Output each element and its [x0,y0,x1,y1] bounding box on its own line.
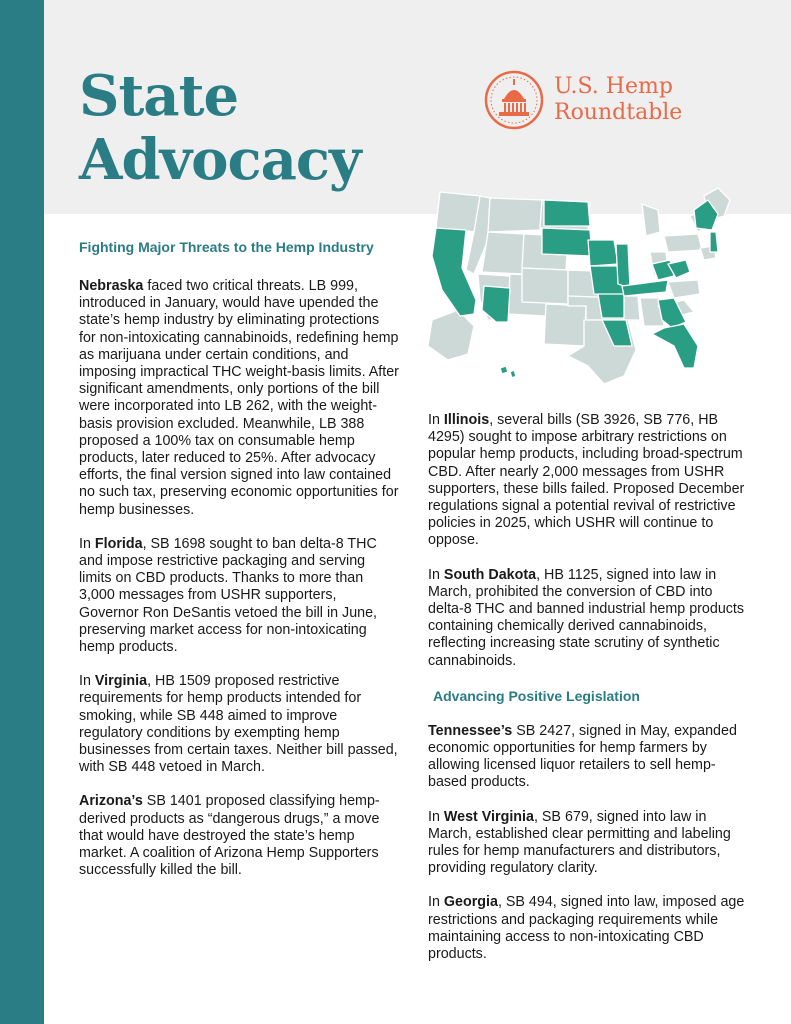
us-states-map [418,170,758,395]
left-column [79,238,399,897]
paragraph-tennessee: Tennessee’s SB 2427, signed in May, expanded economic opportunities for hemp farmers by allowing licensed liquor retailers to sell hemp-based products. [428,722,737,791]
right-column [428,412,750,980]
paragraph-virginia: In Virginia, HB 1509 proposed restrictive requirements for hemp products intended for smoking, while SB 448 aimed to improve regulatory conditions by exempting hemp businesses from certain taxes. Neither bill passed, with SB 448 vetoed in March. [79,673,398,776]
section-heading-positive: Advancing Positive Legislation [433,687,640,704]
section-heading-threats: Fighting Major Threats to the Hemp Industry [79,239,374,255]
logo-wordmark: U.S. Hemp Roundtable [554,74,683,125]
paragraph-florida: In Florida, SB 1698 sought to ban delta-8 THC and impose restrictive packaging and serving limits on CBD products. Thanks to more than 3,000 messages from USHR supporters, Governor Ron DeSantis vetoed the bill in June, preserving market access for non-intoxicating hemp products. [79,535,378,656]
paragraph-nebraska: Nebraska faced two critical threats. LB 999, introduced in January, would have upended the state’s hemp industry by eliminating protections for non-intoxicating cannabinoids, redefining hemp as marijuana under certain conditions, and imposing impractical THC weight-basis limits. After significant amendments, only portions of the bill were incorporated into LB 262, with the weight-basis provision excluded. Meanwhile, LB 388 proposed a 100% tax on consumable hemp products, later reduced to 25%. After advocacy efforts, the final version signed into law contained no such tax, preserving economic opportunities for hemp businesses. [79,278,399,518]
ushr-logo [484,70,682,130]
paragraph-illinois: In Illinois, several bills (SB 3926, SB 776, HB 4295) sought to impose arbitrary restrictions on popular hemp products, including broad-spectrum CBD. After nearly 2,000 messages from USHR supporters, these bills failed. Proposed December regulations signal a potential revival of restrictive policies in 2025, which USHR will continue to oppose. [428,412,745,549]
paragraph-west-virginia: In West Virginia, SB 679, signed into law in March, established clear permitting and labeling rules for hemp manufacturers and distributors, providing regulatory clarity. [428,808,731,877]
paragraph-south-dakota: In South Dakota, HB 1125, signed into law in March, prohibited the conversion of CBD into delta-8 THC and banned industrial hemp products containing chemically derived cannabinoids, reflecting increasing state scrutiny of synthetic cannabinoids. [428,566,745,669]
paragraph-georgia: In Georgia, SB 494, signed into law, imposed age restrictions and packaging requirements while maintaining access to non-intoxicating CBD products. [428,894,745,963]
page-title: State Advocacy [79,63,361,193]
paragraph-arizona: Arizona’s SB 1401 proposed classifying hemp-derived products as “dangerous drugs,” a move that would have destroyed the state’s hemp market. A coalition of Arizona Hemp Supporters successfully killed the bill. [79,793,380,879]
capitol-dome-icon [484,70,544,130]
sidebar-stripe [0,0,44,1024]
